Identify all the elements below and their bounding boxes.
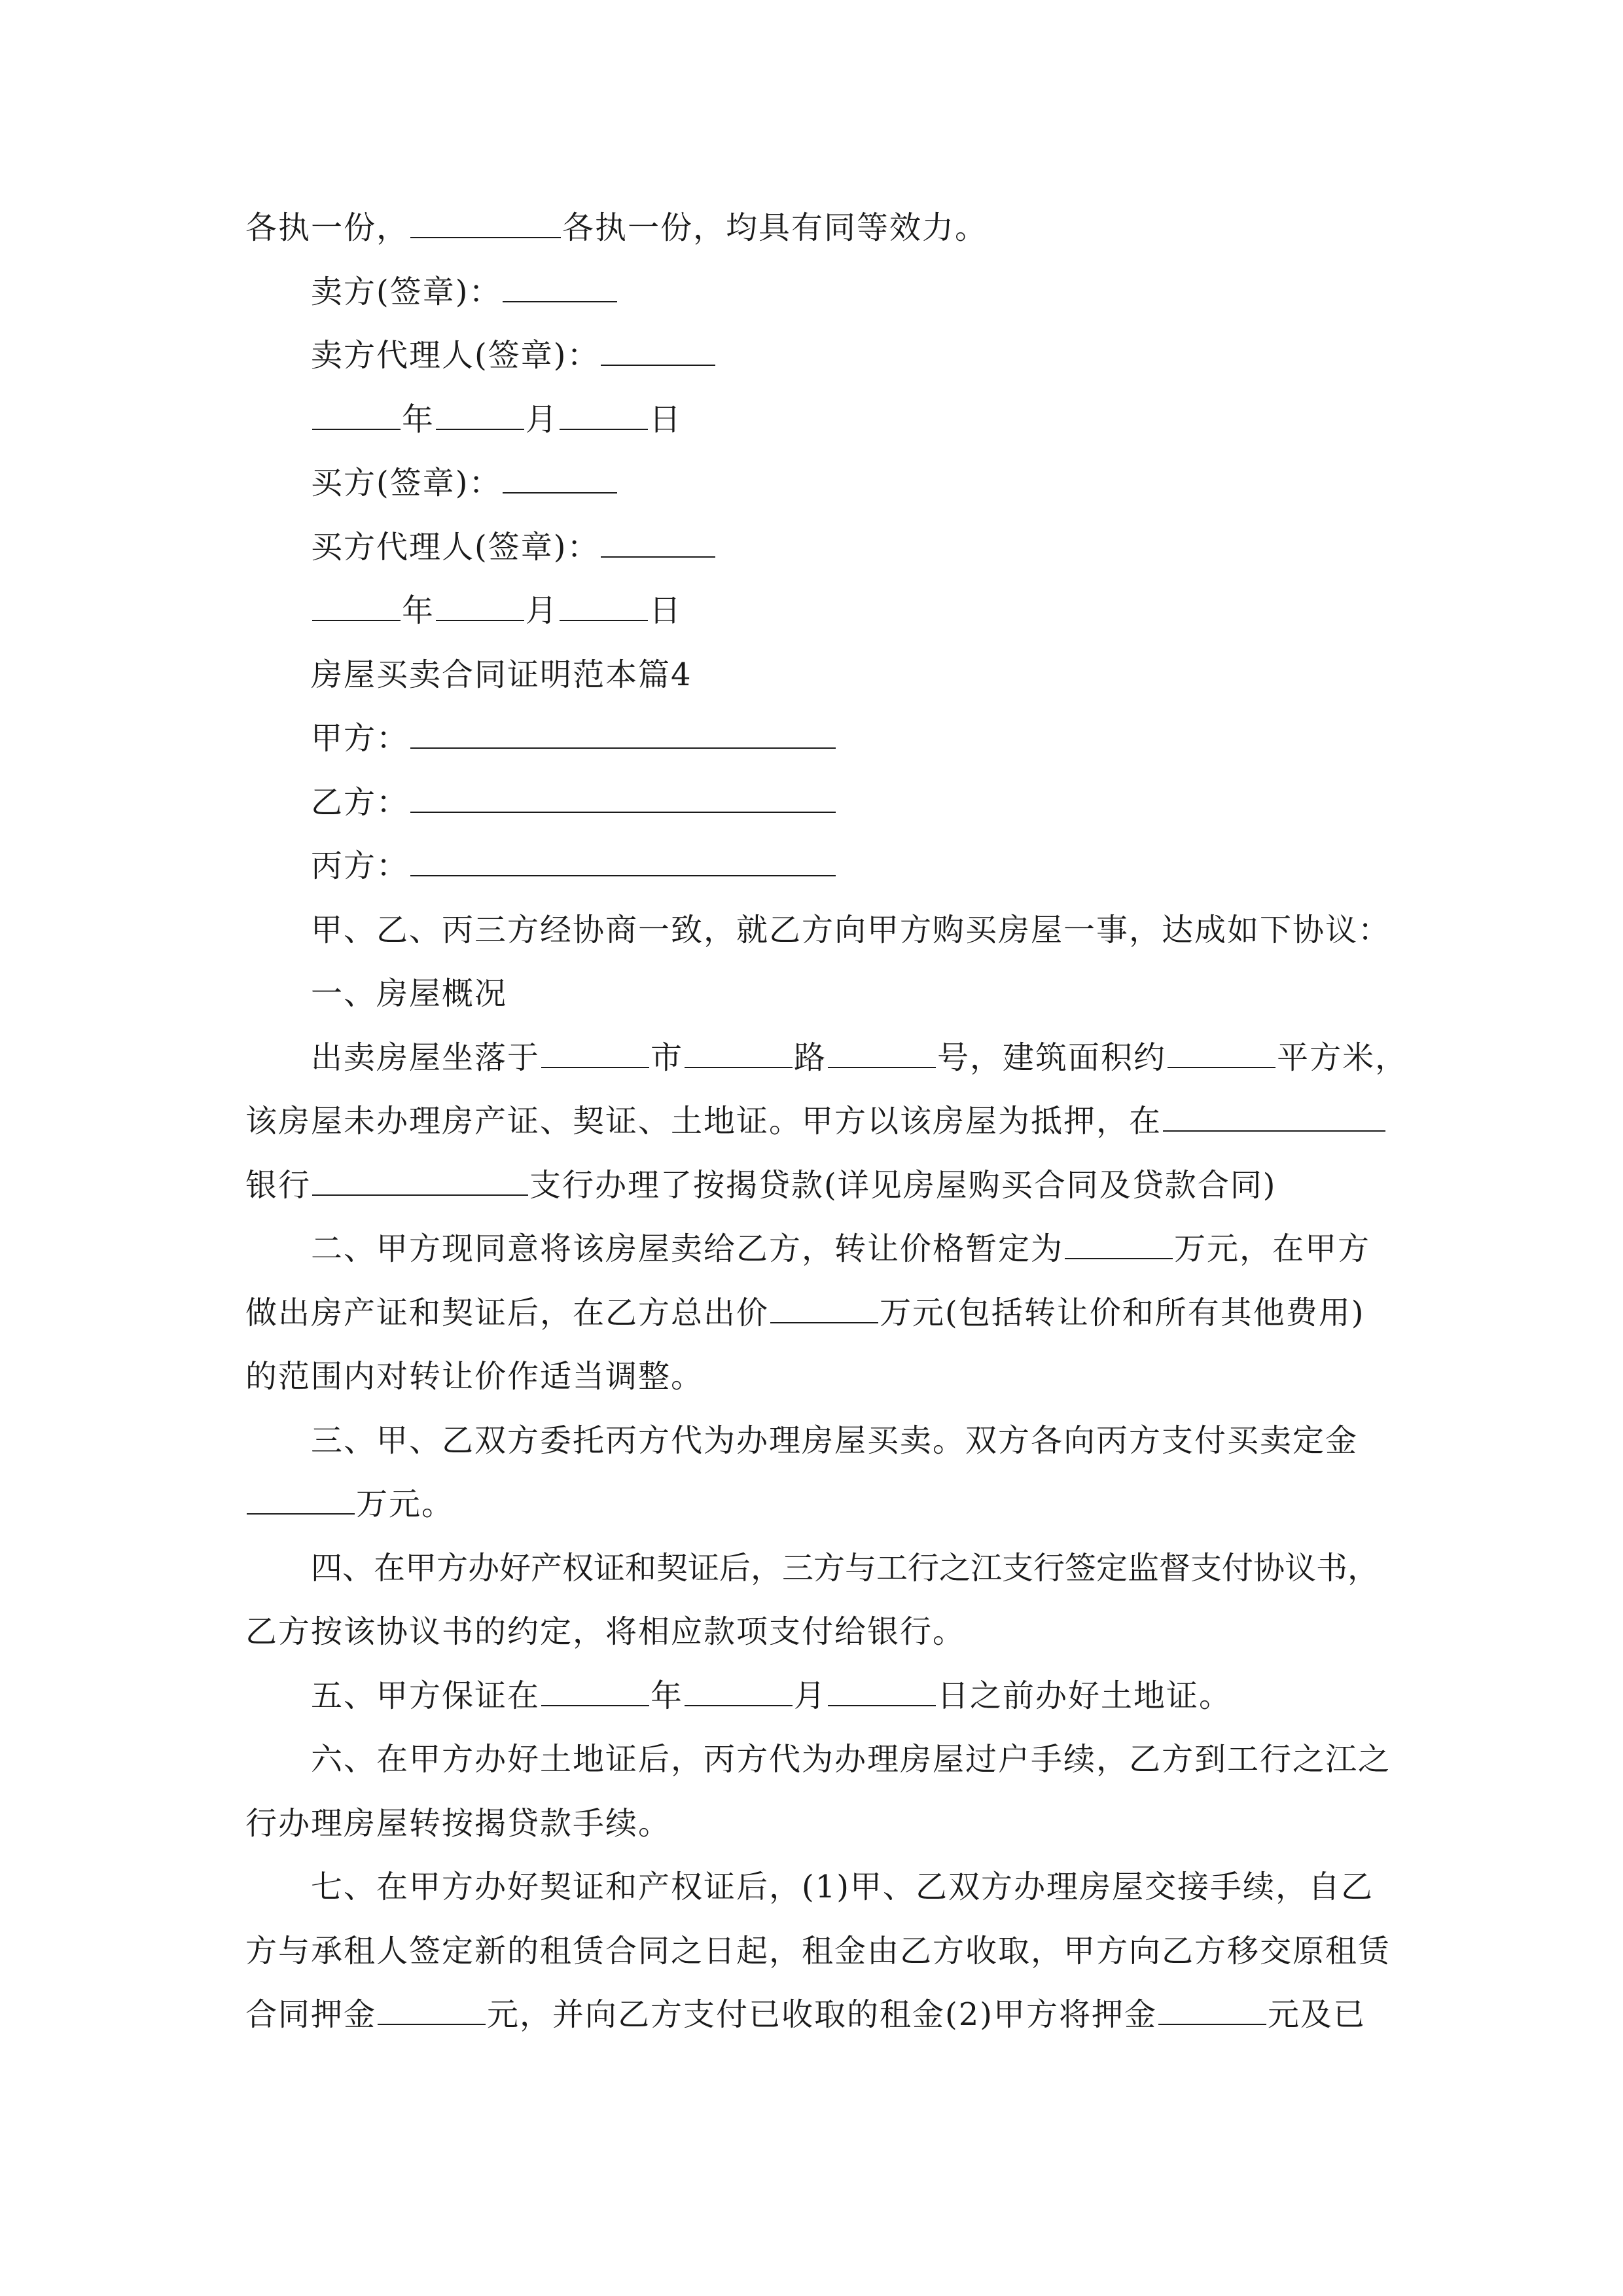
text-segment: 该房屋未办理房产证、契证、土地证。甲方以该房屋为抵押，在 — [245, 1103, 1162, 1139]
text-segment: 各执一份，均具有同等效力。 — [562, 209, 988, 246]
text-segment: 做出房产证和契证后，在乙方总出价 — [245, 1295, 770, 1331]
month-label: 月 — [526, 401, 559, 438]
paragraph-line — [245, 1293, 1364, 1333]
text-segment: 的范围内对转让价作适当调整。 — [245, 1358, 704, 1395]
year-blank — [312, 400, 401, 430]
paragraph-line — [311, 1740, 1391, 1779]
text-segment: 七、在甲方办好契证和产权证后，(1)甲、乙双方办理房屋交接手续，自乙 — [311, 1869, 1374, 1905]
text-segment: 五、甲方保证在 — [311, 1677, 541, 1714]
seller-agent-signature-label: 卖方代理人(签章)： — [311, 337, 600, 374]
buyer-agent-signature-label: 买方代理人(签章)： — [311, 529, 600, 565]
text-segment: 二、甲方现同意将该房屋卖给乙方，转让价格暂定为 — [311, 1230, 1064, 1267]
text-segment: 月 — [794, 1677, 827, 1714]
text-segment: 元及已 — [1268, 1996, 1366, 2033]
deposit-blank — [247, 1484, 355, 1515]
month-blank — [436, 400, 524, 430]
party-c-blank — [410, 846, 836, 876]
month-blank — [436, 591, 524, 621]
clause-heading-text: 一、房屋概况 — [311, 975, 508, 1012]
text-segment: 乙方按该协议书的约定，将相应款项支付给银行。 — [245, 1613, 966, 1650]
text-segment: 四、在甲方办好产权证和契证后，三方与工行之江支行签定监督支付协议书， — [311, 1550, 1380, 1587]
text-line — [311, 463, 618, 503]
bank-name-blank — [1163, 1102, 1385, 1132]
text-segment: 三、甲、乙双方委托丙方代为办理房屋买卖。双方各向丙方支付买卖定金 — [311, 1422, 1359, 1459]
paragraph-line — [245, 1357, 704, 1396]
seller-agent-signature-blank — [601, 336, 715, 366]
text-segment: 方与承租人签定新的租赁合同之日起，租金由乙方收取，甲方向乙方移交原租赁 — [245, 1933, 1391, 1969]
text-segment: 万元，在甲方 — [1174, 1230, 1371, 1267]
year-label: 年 — [402, 401, 435, 438]
road-blank — [685, 1038, 793, 1068]
paragraph-line — [245, 1612, 965, 1651]
branch-blank — [312, 1166, 528, 1196]
text-segment: 甲、乙、丙三方经协商一致，就乙方向甲方购买房屋一事，达成如下协议： — [311, 912, 1391, 948]
paragraph-line — [245, 1166, 1276, 1205]
month-label: 月 — [526, 592, 559, 629]
buyer-agent-signature-blank — [601, 528, 715, 558]
day-label: 日 — [649, 401, 683, 438]
price-blank — [1065, 1229, 1173, 1259]
year-blank — [312, 591, 401, 621]
paragraph-line — [245, 1102, 1387, 1141]
party-a-label: 甲方： — [311, 720, 410, 757]
deposit-amount-blank — [378, 1995, 486, 2025]
text-segment: 路 — [794, 1039, 827, 1076]
party-line — [311, 846, 837, 886]
paragraph-line — [311, 1676, 1232, 1715]
year-label: 年 — [402, 592, 435, 629]
paragraph-line — [311, 1421, 1358, 1460]
day-blank — [560, 591, 648, 621]
date-line — [311, 400, 682, 439]
text-segment: 万元。 — [356, 1486, 455, 1522]
text-segment: 银行 — [245, 1167, 312, 1204]
party-a-blank — [410, 719, 836, 749]
party-b-blank — [410, 783, 836, 813]
area-blank — [1168, 1038, 1275, 1068]
paragraph-line — [245, 1804, 671, 1843]
year-blank — [541, 1676, 649, 1706]
party-c-label: 丙方： — [311, 848, 410, 884]
paragraph-line — [245, 1484, 454, 1524]
paragraph-line — [311, 1229, 1370, 1268]
paragraph-line — [311, 1867, 1374, 1907]
section-title-text: 房屋买卖合同证明范本篇4 — [311, 656, 692, 693]
deposit-amount-blank-2 — [1158, 1995, 1266, 2025]
text-segment: 年 — [651, 1677, 684, 1714]
fill-blank — [410, 208, 561, 238]
paragraph-line — [245, 1995, 1366, 2034]
party-line — [311, 719, 837, 758]
day-blank — [560, 400, 648, 430]
text-segment: 行办理房屋转按揭贷款手续。 — [245, 1805, 671, 1842]
text-segment: 市 — [651, 1039, 684, 1076]
text-segment: 六、在甲方办好土地证后，丙方代为办理房屋过户手续，乙方到工行之江之 — [311, 1741, 1391, 1778]
seller-signature-blank — [503, 272, 617, 302]
paragraph-line — [311, 1038, 1408, 1077]
text-segment: 日之前办好土地证。 — [937, 1677, 1232, 1714]
number-blank — [828, 1038, 936, 1068]
clause-heading — [311, 974, 507, 1013]
text-segment: 支行办理了按揭贷款(详见房屋购买合同及贷款合同) — [529, 1167, 1277, 1204]
text-segment: 各执一份， — [245, 209, 410, 246]
party-b-label: 乙方： — [311, 784, 410, 821]
paragraph-line — [311, 910, 1391, 950]
text-segment: 万元(包括转让价和所有其他费用) — [880, 1295, 1365, 1331]
day-blank — [828, 1676, 936, 1706]
buyer-signature-label: 买方(签章)： — [311, 465, 502, 501]
text-line — [311, 272, 618, 312]
text-segment: 号，建筑面积约 — [937, 1039, 1167, 1076]
seller-signature-label: 卖方(签章)： — [311, 274, 502, 310]
buyer-signature-blank — [503, 463, 617, 493]
paragraph-line — [245, 1931, 1391, 1971]
paragraph-line — [311, 1549, 1379, 1588]
text-segment: 元，并向乙方支付已收取的租金(2)甲方将押金 — [487, 1996, 1158, 2033]
party-line — [311, 783, 837, 822]
date-line — [311, 591, 682, 630]
total-price-blank — [770, 1293, 878, 1323]
text-segment: 平方米， — [1277, 1039, 1408, 1076]
text-line — [311, 528, 717, 567]
month-blank — [685, 1676, 793, 1706]
day-label: 日 — [649, 592, 683, 629]
text-line — [311, 336, 717, 375]
section-title — [311, 655, 692, 694]
text-segment: 出卖房屋坐落于 — [311, 1039, 541, 1076]
text-line — [245, 208, 988, 247]
city-blank — [541, 1038, 649, 1068]
text-segment: 合同押金 — [245, 1996, 377, 2033]
